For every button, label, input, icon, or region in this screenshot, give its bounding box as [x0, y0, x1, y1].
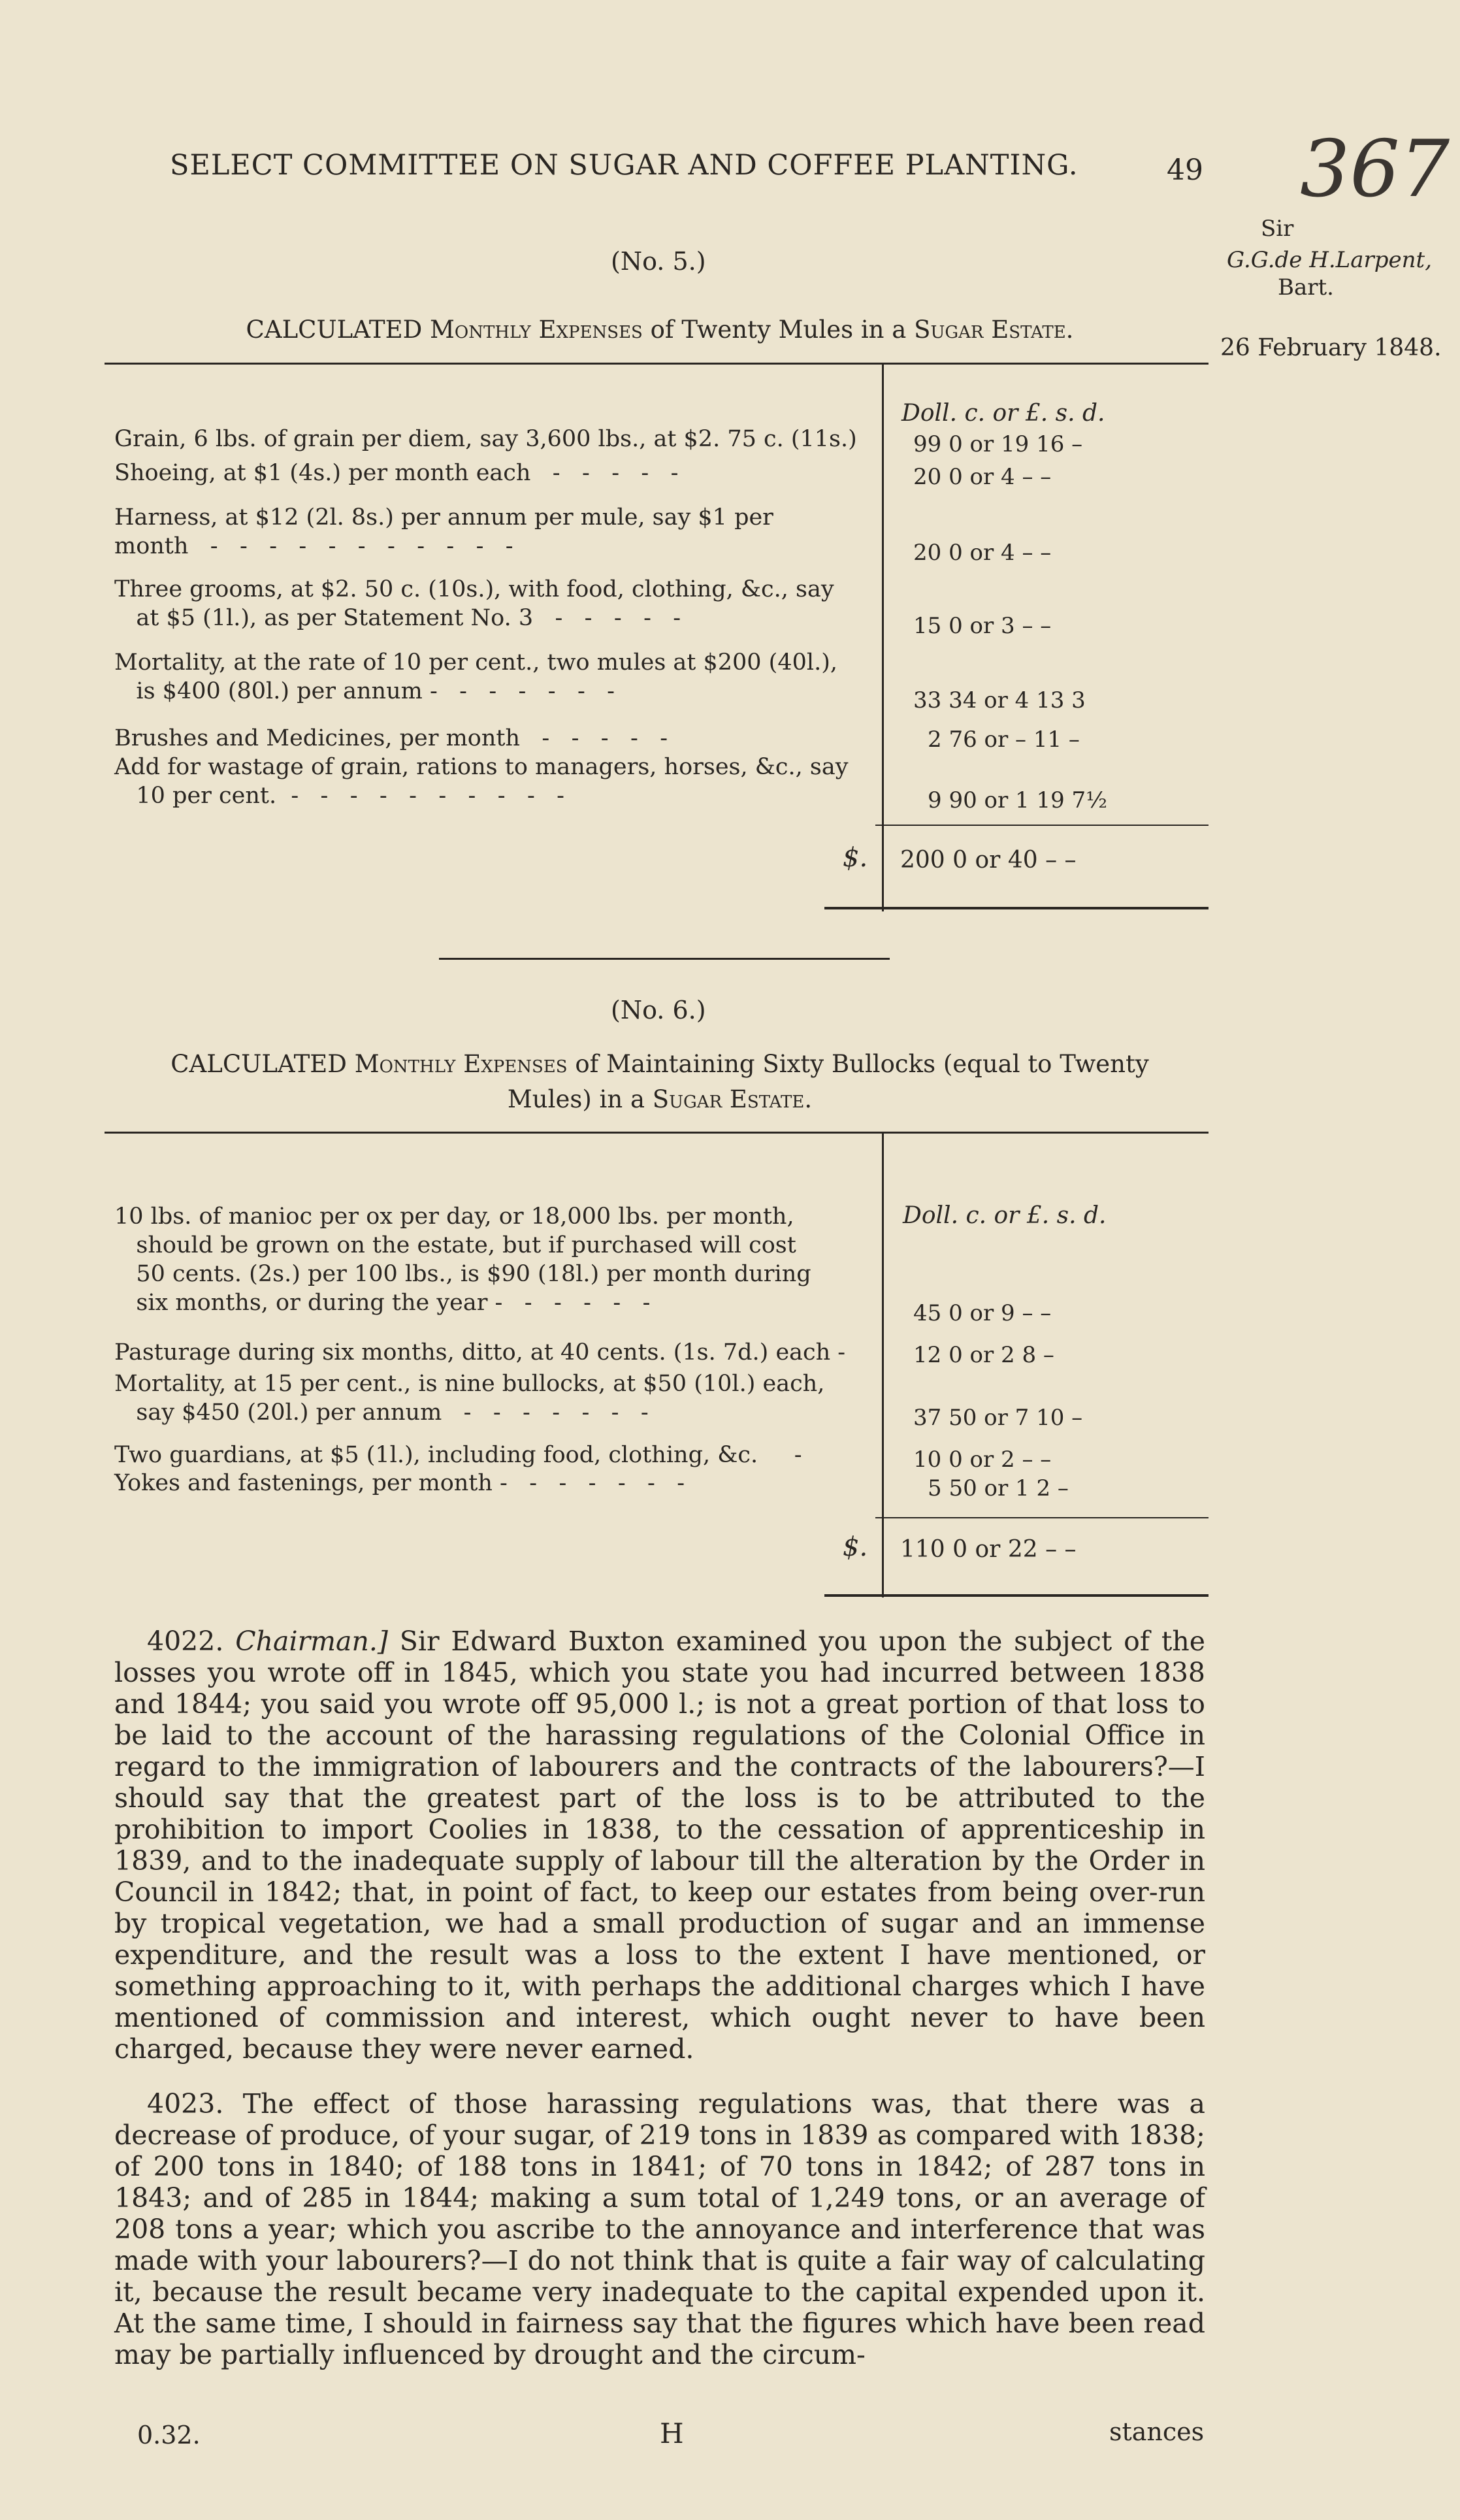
table5-row-text: Shoeing, at $1 (4s.) per month each - - - - -: [114, 460, 679, 486]
table5-title: [118, 312, 1202, 348]
table6-title-sc2: Sugar Estate: [652, 1085, 805, 1113]
table5-total-rule: [875, 825, 1209, 826]
table6-title-end: .: [804, 1085, 813, 1113]
table5-row: [114, 724, 872, 753]
table6-row-text: Mortality, at 15 per cent., is nine bullocks, at $50 (10l.) each, say $450 (20l.) per annum - - - - - - -: [114, 1371, 825, 1426]
table6-total: 110 0 or 22 – –: [900, 1536, 1077, 1563]
table5-row-value: 9 90 or 1 19 7½: [928, 787, 1108, 813]
table5-column-rule: [882, 365, 884, 911]
table6-title-rest: of Maintaining Sixty Bullocks (equal to Twenty: [567, 1050, 1149, 1078]
table5-row-value: 99 0 or 19 16 –: [913, 431, 1083, 457]
paragraph-speaker: Chairman.]: [235, 1626, 388, 1657]
table6-row-value: 37 50 or 7 10 –: [913, 1405, 1083, 1431]
table6-title-prefix: CALCULATED: [170, 1050, 355, 1078]
table6-row: [114, 1338, 872, 1367]
table6-column-header: Doll. c. or £. s. d.: [903, 1202, 1107, 1229]
margin-witness-title: Sir: [1261, 216, 1294, 242]
table6-title-sc1: Monthly Expenses: [354, 1050, 568, 1078]
table5-row-text: Three grooms, at $2. 50 c. (10s.), with food, clothing, &c., say at $5 (1l.), as per Statement No. 3 - - - - -: [114, 576, 834, 631]
margin-witness-name: G.G.de H.Larpent,: [1227, 247, 1433, 273]
footer-gathering-letter: H: [660, 2417, 684, 2449]
table5-row-value: 15 0 or 3 – –: [913, 613, 1052, 639]
table5-row-text: Harness, at $12 (2l. 8s.) per annum per mule, say $1 per month - - - - - - - - - - -: [114, 504, 773, 559]
table5-column-header: Doll. c. or £. s. d.: [901, 400, 1105, 427]
footer-catchword: stances: [1109, 2417, 1205, 2446]
running-header-title: SELECT COMMITTEE ON SUGAR AND COFFEE PLANTING.: [170, 149, 1079, 182]
table6-title: [118, 1047, 1202, 1117]
paragraph-number: 4023.: [147, 2088, 224, 2119]
table5-row-text: Mortality, at the rate of 10 per cent., two mules at $200 (40l.), is $400 (80l.) per annum - - - - - - -: [114, 649, 837, 704]
table5-total: 200 0 or 40 – –: [900, 847, 1077, 874]
table6-row-value: 45 0 or 9 – –: [913, 1300, 1052, 1326]
table5-title-prefix: CALCULATED: [246, 316, 430, 344]
table5-row: [114, 648, 872, 706]
table5-title-sc2: Sugar Estate: [914, 316, 1066, 344]
table6-bottom-rule: [824, 1594, 1209, 1597]
table6-row-text: Pasturage during six months, ditto, at 40 cents. (1s. 7d.) each -: [114, 1339, 846, 1366]
table5-title-mid: of Twenty Mules in a: [642, 316, 915, 344]
section-divider: [439, 958, 890, 960]
handwritten-folio-number: 367: [1300, 124, 1450, 215]
table6-top-rule: [105, 1132, 1209, 1134]
table5-row: [114, 575, 872, 632]
table5-row: [114, 753, 872, 810]
table5-row: [114, 503, 872, 561]
table6-title-line1: [118, 1047, 1202, 1082]
table6-row: [114, 1441, 872, 1469]
table6-title-line2: [118, 1082, 1202, 1117]
page-number: 49: [1167, 154, 1203, 187]
table5-row-value: 33 34 or 4 13 3: [913, 687, 1086, 713]
table5-row: [114, 425, 872, 453]
table5-row-text: Brushes and Medicines, per month - - - - -: [114, 725, 668, 751]
table5-row-value: 20 0 or 4 – –: [913, 464, 1052, 490]
table5-number: (No. 5.): [611, 247, 706, 276]
table6-total-symbol: $.: [843, 1532, 868, 1562]
paragraph-text: Sir Edward Buxton examined you upon the subject of the losses you wrote off in 1845, which you state you had incurred between 1838 and 1844; you said you wrote off 95,000 l.; is not a great portion of that loss to be laid to the account of the harassing regulations of the Colonial Office in regard to the immigration of labourers and the contracts of the labourers?—I should say that the greatest part of the loss is to be attributed to the prohibition to import Coolies in 1838, to the cessation of apprenticeship in 1839, and to the inadequate supply of labour till the alteration by the Order in Council in 1842; that, in point of fact, to keep our estates from being over-run by tropical vegetation, we had a small production of sugar and an immense expenditure, and the result was a loss to the extent I have mentioned, or something approaching to it, with perhaps the additional charges which I have mentioned of commission and interest, which ought never to have been charged, because they were never earned.: [114, 1626, 1205, 2065]
table5-title-end: .: [1065, 316, 1074, 344]
table6-title-line2-prefix: Mules) in a: [507, 1085, 653, 1113]
table5-top-rule: [105, 363, 1209, 365]
table6-row-text: Two guardians, at $5 (1l.), including food, clothing, &c. -: [114, 1442, 802, 1468]
paragraph-4022: [114, 1626, 1205, 2065]
footer-signature-mark: 0.32.: [137, 2421, 201, 2449]
table6-row-value: 5 50 or 1 2 –: [928, 1475, 1069, 1501]
table5-row-text: Add for wastage of grain, rations to managers, horses, &c., say 10 per cent. - - - - - - - - - -: [114, 754, 849, 809]
margin-witness-rank: Bart.: [1278, 274, 1334, 301]
table6-number: (No. 6.): [611, 996, 706, 1024]
table6-row-text: Yokes and fastenings, per month - - - - - - -: [114, 1470, 685, 1496]
table6-row: [114, 1469, 872, 1497]
paragraph-text: The effect of those harassing regulations was, that there was a decrease of produce, of your sugar, of 219 tons in 1839 as compared with 1838; of 200 tons in 1840; of 188 tons in 1841; of 70 tons in 1842; of 287 tons in 1843; and of 285 in 1844; making a sum total of 1,249 tons, or an average of 208 tons a year; which you ascribe to the annoyance and interference that was made with your labourers?—I do not think that is quite a fair way of calculating it, because the result became very inadequate to the capital expended upon it. At the same time, I should in fairness say that the figures which have been read may be partially influenced by drought and the circum-: [114, 2088, 1205, 2370]
paragraph-4023: [114, 2088, 1205, 2370]
margin-date: 26 February 1848.: [1220, 335, 1442, 361]
table6-total-rule: [875, 1517, 1209, 1518]
table6-row: [114, 1202, 872, 1317]
table5-bottom-rule: [824, 907, 1209, 909]
table5-title-sc1: Monthly Expenses: [430, 316, 643, 344]
table6-row-text: 10 lbs. of manioc per ox per day, or 18,000 lbs. per month, should be grown on the estate, but if purchased will cost 50 cents. (2s.) per 100 lbs., is $90 (18l.) per month during six months, or during the year - - - - - -: [114, 1203, 811, 1316]
paragraph-number: 4022.: [147, 1626, 224, 1657]
table5-total-symbol: $.: [843, 843, 868, 873]
table5-row-value: 2 76 or – 11 –: [928, 727, 1080, 753]
table5-row-value: 20 0 or 4 – –: [913, 540, 1052, 566]
table6-row: [114, 1369, 872, 1427]
table6-row-value: 10 0 or 2 – –: [913, 1447, 1052, 1473]
table6-row-value: 12 0 or 2 8 –: [913, 1342, 1054, 1368]
table5-row: [114, 459, 872, 487]
table6-column-rule: [882, 1134, 884, 1597]
table5-row-text: Grain, 6 lbs. of grain per diem, say 3,600 lbs., at $2. 75 c. (11s.): [114, 426, 857, 452]
